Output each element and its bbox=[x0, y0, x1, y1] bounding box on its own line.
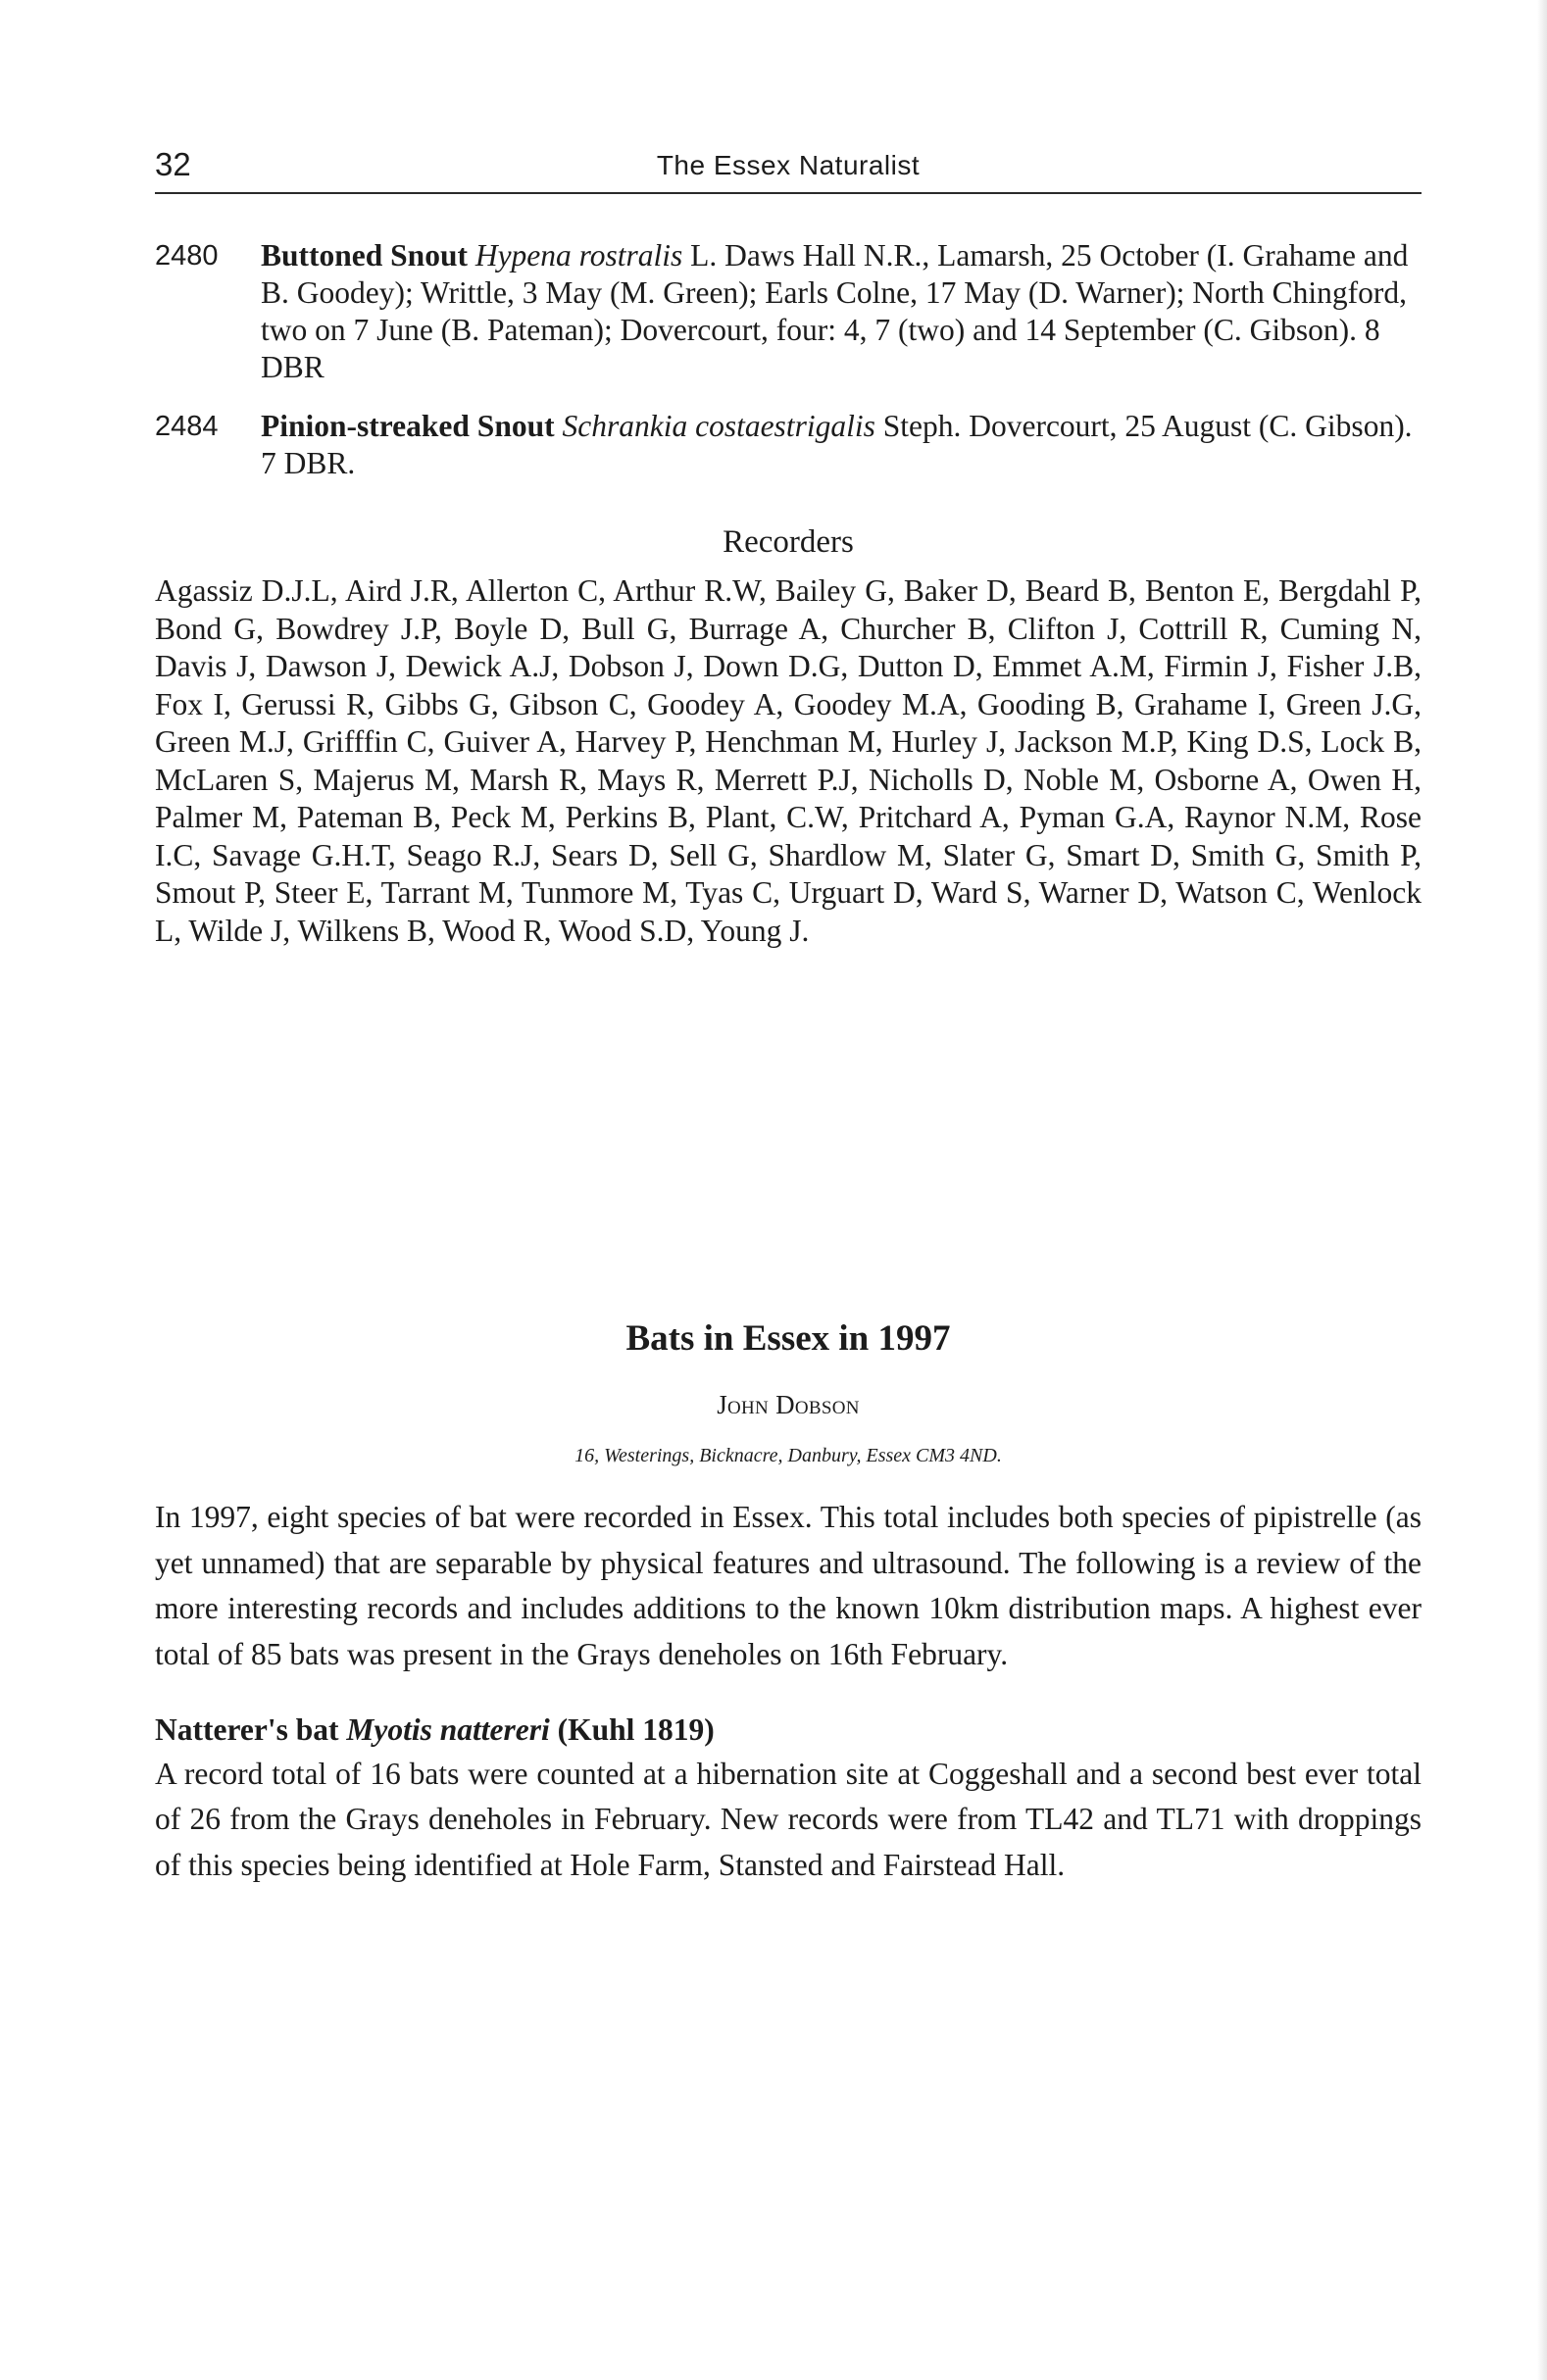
species-entry bbox=[155, 237, 1422, 386]
species-authority: (Kuhl 1819) bbox=[557, 1711, 715, 1747]
entry-common-name: Pinion-streaked Snout bbox=[261, 409, 555, 443]
entry-text: L. Daws Hall N.R., Lamarsh, 25 October (I. Grahame and B. Goodey); Writtle, 3 May (M. Green); Earls Colne, 17 May (D. Warner); North Chingford, two on 7 June (B. Pateman); Dovercourt, four: 4, 7 (two) and 14 September (C. Gibson). 8 DBR bbox=[261, 238, 1409, 384]
running-header bbox=[155, 145, 1422, 194]
species-entry bbox=[155, 408, 1422, 482]
page-edge-shadow bbox=[1537, 0, 1547, 2380]
entry-number: 2480 bbox=[155, 240, 219, 272]
recorders-heading: Recorders bbox=[723, 524, 854, 560]
document-page bbox=[155, 145, 1422, 1888]
species-paragraph: A record total of 16 bats were counted at a hibernation site at Coggeshall and a second best ever total of 26 from the Grays deneholes in February. New records were from TL42 and TL71 with droppings of this species being identified at Hole Farm, Stansted and Fairstead Hall. bbox=[155, 1756, 1422, 1882]
entry-text: Steph. Dovercourt, 25 August (C. Gibson). 7 DBR. bbox=[261, 409, 1413, 480]
entry-number: 2484 bbox=[155, 411, 219, 442]
recorders-list: Agassiz D.J.L, Aird J.R, Allerton C, Arthur R.W, Bailey G, Baker D, Beard B, Benton E, Bergdahl P, Bond G, Bowdrey J.P, Boyle D, Bull G, Burrage A, Churcher B, Clifton J, Cottrill R, Cuming N, Davis J, Dawson J, Dewick A.J, Dobson J, Down D.G, Dutton D, Emmet A.M, Firmin J, Fisher J.B, Fox I, Gerussi R, Gibbs G, Gibson C, Goodey A, Goodey M.A, Gooding B, Grahame I, Green J.G, Green M.J, Grifffin C, Guiver A, Harvey P, Henchman M, Hurley J, Jackson M.P, King D.S, Lock B, McLaren S, Majerus M, Marsh R, Mays R, Merrett P.J, Nicholls D, Noble M, Osborne A, Owen H, Palmer M, Pateman B, Peck M, Perkins B, Plant, C.W, Pritchard A, Pyman G.A, Raynor N.M, Rose I.C, Savage G.H.T, Seago R.J, Sears D, Sell G, Shardlow M, Slater G, Smart D, Smith G, Smith P, Smout P, Steer E, Tarrant M, Tunmore M, Tyas C, Urguart D, Ward S, Warner D, Watson C, Wenlock L, Wilde J, Wilkens B, Wood R, Wood S.D, Young J. bbox=[155, 573, 1422, 948]
article-title: Bats in Essex in 1997 bbox=[625, 1318, 951, 1359]
author-address: 16, Westerings, Bicknacre, Danbury, Essex CM3 4ND. bbox=[574, 1445, 1002, 1466]
species-heading bbox=[155, 1709, 1422, 1752]
entry-latin-name: Schrankia costaestrigalis bbox=[562, 409, 875, 443]
entry-common-name: Buttoned Snout bbox=[261, 238, 468, 273]
entry-latin-name: Hypena rostralis bbox=[474, 238, 683, 273]
page-number: 32 bbox=[155, 146, 191, 182]
article-author: John Dobson bbox=[717, 1390, 860, 1419]
journal-title: The Essex Naturalist bbox=[656, 150, 921, 180]
species-latin-name: Myotis nattereri bbox=[346, 1711, 550, 1747]
species-common-name: Natterer's bat bbox=[155, 1711, 339, 1747]
intro-paragraph: In 1997, eight species of bat were recorded in Essex. This total includes both species of pipistrelle (as yet unnamed) that are separable by physical features and ultrasound. The following is a review of the more interesting records and includes additions to the known 10km distribution maps. A highest ever total of 85 bats was present in the Grays deneholes on 16th February. bbox=[155, 1500, 1422, 1671]
